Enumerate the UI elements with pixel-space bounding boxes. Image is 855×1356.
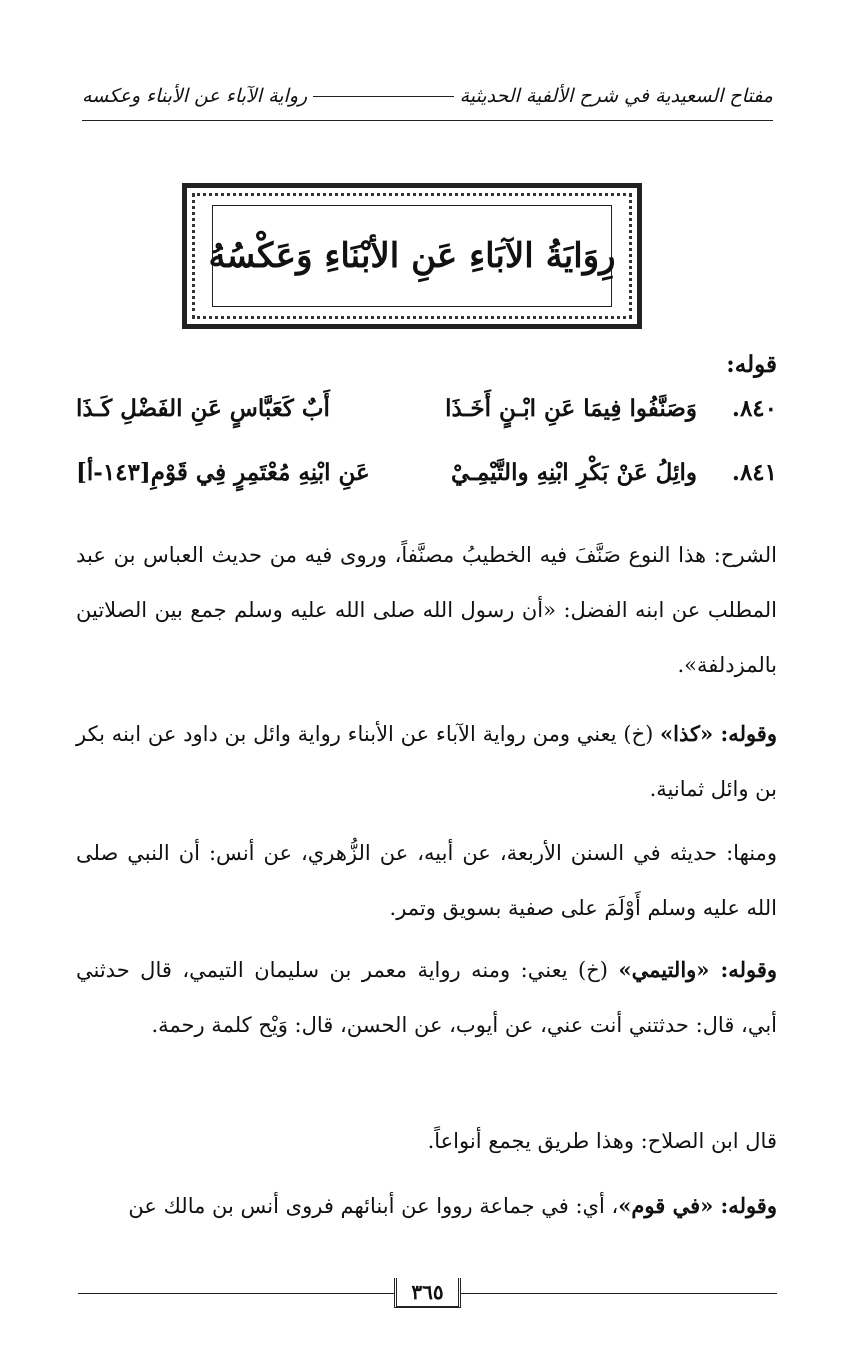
verse-second-hemistich: عَنِ ابْنِهِ مُعْتَمِرٍ فِي قَوْمِ[١٤٣-أ] [76, 458, 370, 486]
chapter-title-inner [208, 205, 616, 307]
paragraph-kadha [76, 706, 777, 817]
header-rule [313, 96, 453, 97]
footer-rule-left [78, 1293, 394, 1294]
footer-rule-right [461, 1293, 777, 1294]
paragraph-fi-qawm [76, 1178, 777, 1234]
paragraph-text: قال ابن الصلاح: وهذا طريق يجمع أنواعاً. [427, 1129, 777, 1153]
paragraph-text: (خ) يعني ومن رواية الآباء عن الأبناء رواية وائل بن داود عن ابنه بكر بن وائل ثمانية. [76, 722, 777, 801]
chapter-title: رِوَايَةُ الآبَاءِ عَنِ الأبْنَاءِ وَعَكْسُهُ [208, 236, 616, 276]
lead-label: قوله: [726, 351, 777, 378]
running-header [82, 78, 773, 114]
paragraph-text: ومنها: حديثه في السنن الأربعة، عن أبيه، عن الزُّهري، عن أنس: أن النبي صلى الله عليه وسلم أَوْلَمَ على صفية بسويق وتمر. [76, 841, 777, 920]
verse-first-hemistich: وائِلُ عَنْ بَكْرِ ابْنِهِ والتَّيْمِـيْ [450, 458, 697, 486]
paragraph-text: الشرح: هذا النوع صَنَّفَ فيه الخطيبُ مصنَّفاً، وروى فيه من حديث العباس بن عبد المطلب عن ابنه الفضل: «أن رسول الله صلى الله عليه وسلم جمع بين الصلاتين بالمزدلفة». [76, 543, 777, 677]
paragraph-lead: وقوله: «والتيمي» [618, 957, 777, 982]
verse-841 [76, 446, 777, 498]
header-chapter-title: رواية الآباء عن الأبناء وعكسه [82, 85, 308, 107]
paragraph-minha [76, 825, 777, 936]
paragraph-ibn-salah [76, 1113, 777, 1169]
paragraph-text: (خ) يعني: ومنه رواية معمر بن سليمان التيمي، قال حدثني أبي، قال: حدثتني أنت عني، عن أيوب، عن الحسن، قال: وَيْح كلمة رحمة. [76, 958, 777, 1037]
header-book-title: مفتاح السعيدية في شرح الألفية الحديثية [459, 85, 773, 107]
page-footer [78, 1278, 777, 1308]
paragraph-commentary [76, 527, 777, 693]
paragraph-taymi [76, 942, 777, 1053]
verse-number: ٨٤١. [731, 458, 777, 486]
page-number: ٣٦٥ [394, 1278, 460, 1308]
verse-840 [76, 382, 777, 434]
verse-first-hemistich: وَصَنَّفُوا فِيمَا عَنِ ابْـنٍ أَخَـذَا [445, 394, 697, 422]
paragraph-lead: وقوله: «كذا» [660, 721, 777, 746]
header-underline [82, 120, 773, 121]
chapter-title-frame [182, 183, 642, 329]
verse-number: ٨٤٠. [731, 394, 777, 422]
paragraph-text: ، أي: في جماعة رووا عن أبنائهم فروى أنس بن مالك عن [128, 1194, 619, 1218]
paragraph-lead: وقوله: «في قوم» [618, 1193, 777, 1218]
verse-second-hemistich: أَبٌ كَعَبَّاسٍ عَنِ الفَضْلِ كَـذَا [76, 394, 330, 422]
